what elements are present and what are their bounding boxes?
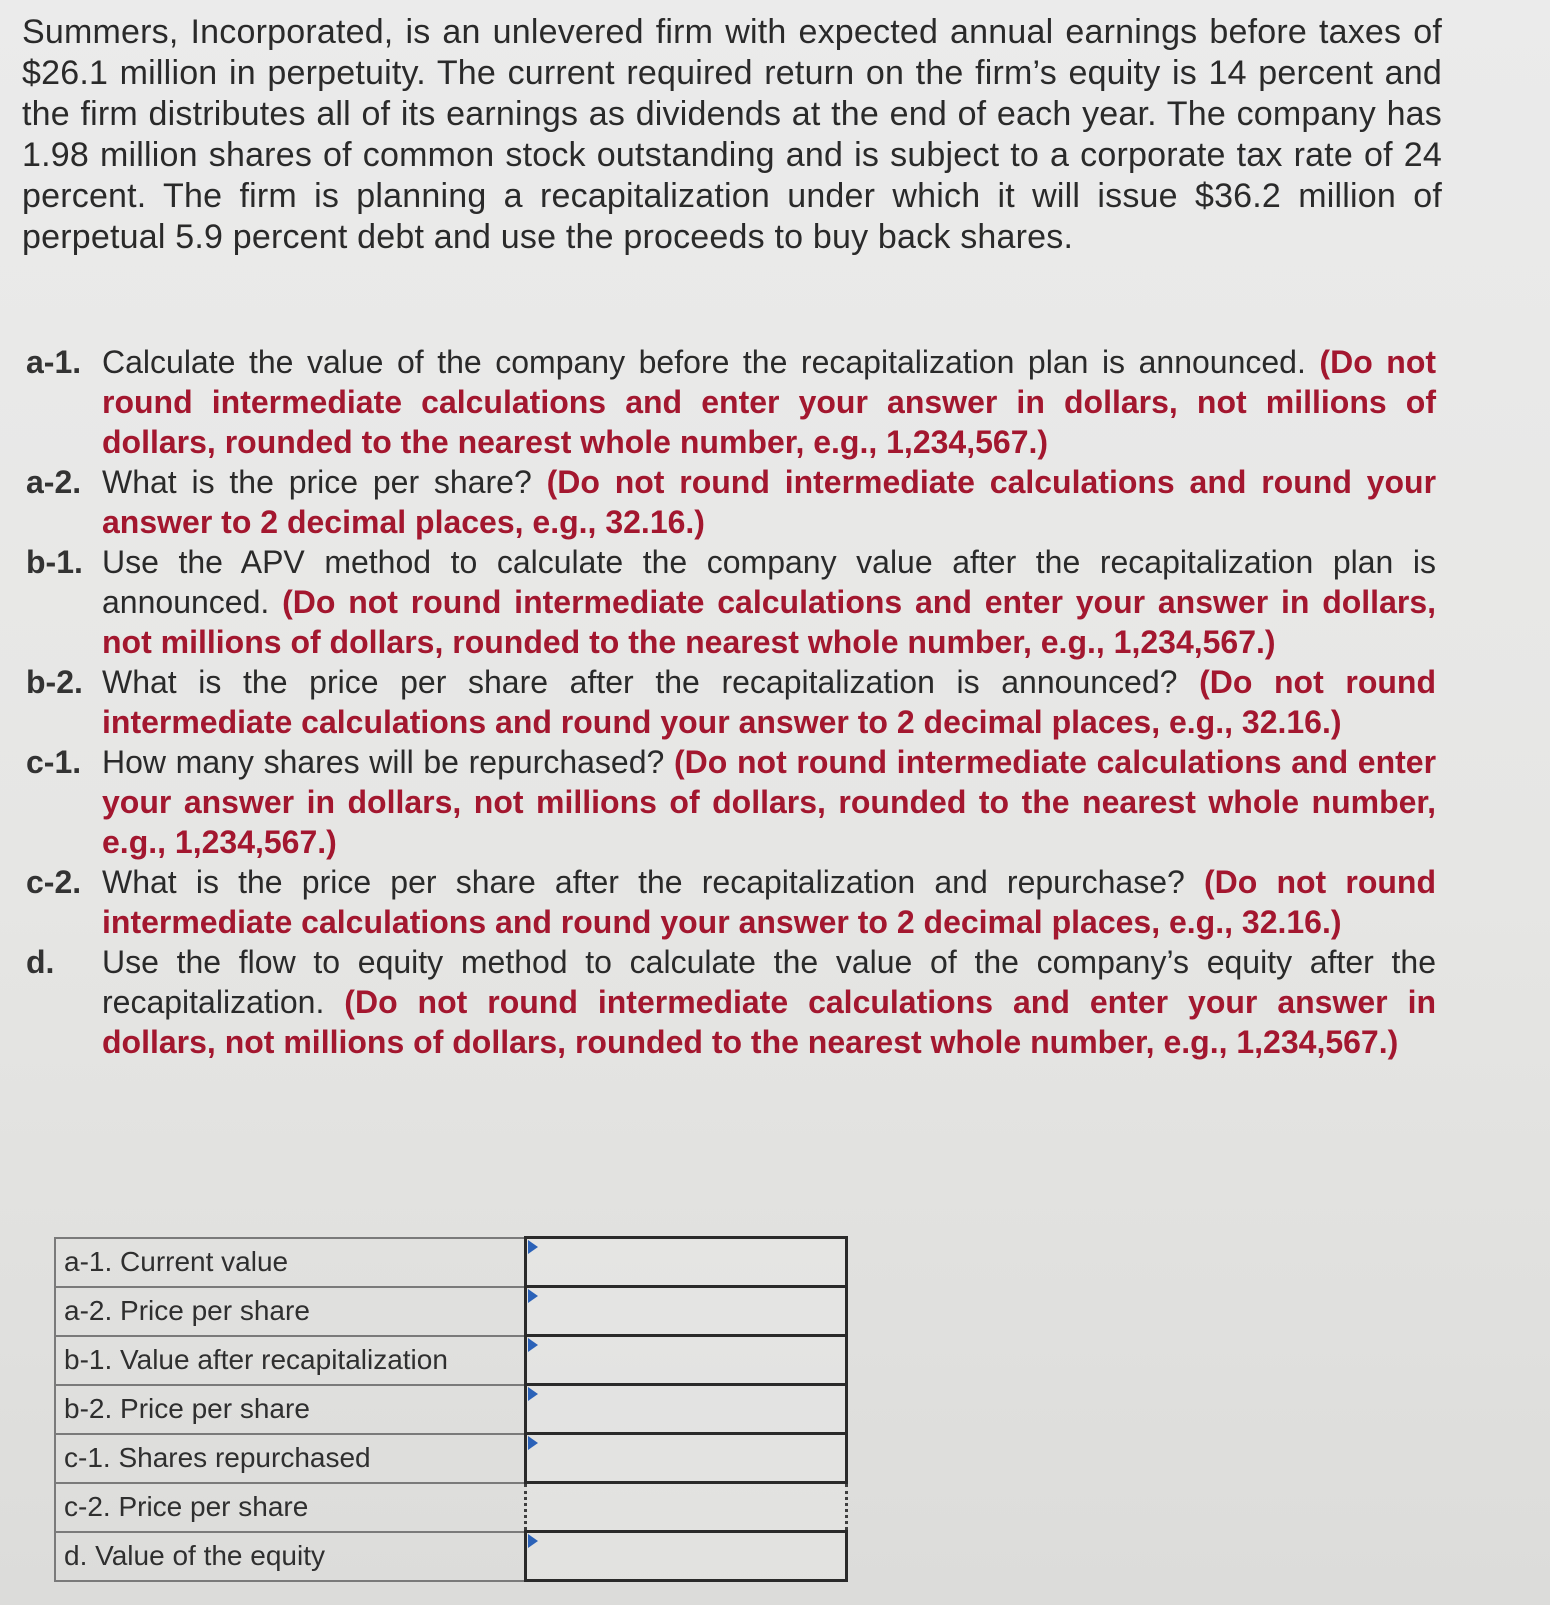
question-label: c-2. [26,864,82,900]
question-label: b-1. [26,544,83,580]
question-label: a-2. [26,464,82,500]
row-label-price-per-share-b2: b-2. Price per share [55,1385,525,1434]
current-value-input[interactable] [527,1240,845,1284]
answer-cell[interactable] [525,1532,846,1581]
row-label-value-after-recap: b-1. Value after recapitalization [55,1336,525,1385]
question-body [102,462,1436,542]
question-text: What is the price per share? [102,464,532,500]
table-row [55,1434,846,1483]
question-body [102,862,1436,942]
question-a2 [26,462,1436,542]
input-marker-icon [528,1289,538,1303]
problem-statement: Summers, Incorporated, is an unlevered firm with expected annual earnings before taxes of $26.1 million in perpetuity. The current required return on the firm’s equity is 14 percent and the firm distributes all of its earnings as dividends at the end of each year. The company has 1.98 million shares of common stock outstanding and is subject to a corporate tax rate of 24 percent. The firm is planning a recapitalization under which it will issue $36.2 million of perpetual 5.9 percent debt and use the proceeds to buy back shares. [22,13,1442,256]
row-label-price-per-share-a2: a-2. Price per share [55,1287,525,1336]
question-list [26,342,1436,1062]
table-row [55,1532,846,1581]
shares-repurchased-input[interactable] [527,1436,845,1480]
answer-cell[interactable] [525,1287,846,1336]
row-label-value-of-equity: d. Value of the equity [55,1532,525,1581]
answer-cell[interactable] [525,1434,846,1483]
row-label-price-per-share-c2: c-2. Price per share [55,1483,525,1532]
question-label: a-1. [26,344,82,380]
question-body [102,342,1436,462]
question-text: Use the APV method to calculate the company value after the recapitalization plan is announced. [102,544,1436,620]
input-marker-icon [528,1436,538,1450]
question-instruction: (Do not round intermediate calculations and enter your answer in dollars, not millions of dollars, rounded to the nearest whole number, e.g., 1,234,567.) [102,584,1437,660]
input-marker-icon [528,1387,538,1401]
question-c2 [26,862,1436,942]
price-per-share-a2-input[interactable] [527,1289,845,1333]
question-body [102,942,1436,1062]
answer-cell-focused[interactable] [525,1483,846,1532]
question-b1 [26,542,1436,662]
answer-cell[interactable] [525,1336,846,1385]
table-row [55,1385,846,1434]
question-c1 [26,742,1436,862]
value-after-recap-input[interactable] [527,1338,845,1382]
question-instruction: (Do not round intermediate calculations and round your answer to 2 decimal places, e.g., 32.16.) [102,464,1437,540]
question-text: Use the flow to equity method to calculate the value of the company’s equity after the recapitalization. [102,944,1436,1020]
question-body [102,662,1436,742]
question-text: Calculate the value of the company before the recapitalization plan is announced. [102,344,1306,380]
question-text: What is the price per share after the recapitalization is announced? [102,664,1178,700]
question-body [102,742,1436,862]
input-marker-icon [528,1240,538,1254]
input-marker-icon [528,1338,538,1352]
table-row [55,1238,846,1287]
question-instruction: (Do not round intermediate calculations and enter your answer in dollars, not millions of dollars, rounded to the nearest whole number, e.g., 1,234,567.) [102,344,1437,460]
question-b2 [26,662,1436,742]
price-per-share-b2-input[interactable] [527,1387,845,1431]
question-label: d. [26,944,55,980]
input-marker-icon [528,1534,538,1548]
row-label-current-value: a-1. Current value [55,1238,525,1287]
question-label: c-1. [26,744,82,780]
question-instruction: (Do not round intermediate calculations and enter your answer in dollars, not millions of dollars, rounded to the nearest whole number, e.g., 1,234,567.) [102,984,1437,1060]
question-text: How many shares will be repurchased? [102,744,665,780]
value-of-equity-input[interactable] [527,1534,845,1578]
question-d [26,942,1436,1062]
row-label-shares-repurchased: c-1. Shares repurchased [55,1434,525,1483]
price-per-share-c2-input[interactable] [527,1485,845,1529]
table-row [55,1483,846,1532]
question-instruction: (Do not round intermediate calculations and round your answer to 2 decimal places, e.g., 32.16.) [102,864,1437,940]
table-row [55,1287,846,1336]
answer-table [54,1236,848,1582]
question-instruction: (Do not round intermediate calculations and enter your answer in dollars, not millions of dollars, rounded to the nearest whole number, e.g., 1,234,567.) [102,744,1437,860]
question-text: What is the price per share after the recapitalization and repurchase? [102,864,1185,900]
question-instruction: (Do not round intermediate calculations and round your answer to 2 decimal places, e.g., 32.16.) [102,664,1437,740]
answer-cell[interactable] [525,1385,846,1434]
question-label: b-2. [26,664,83,700]
answer-cell[interactable] [525,1238,846,1287]
table-row [55,1336,846,1385]
question-a1 [26,342,1436,462]
question-body [102,542,1436,662]
